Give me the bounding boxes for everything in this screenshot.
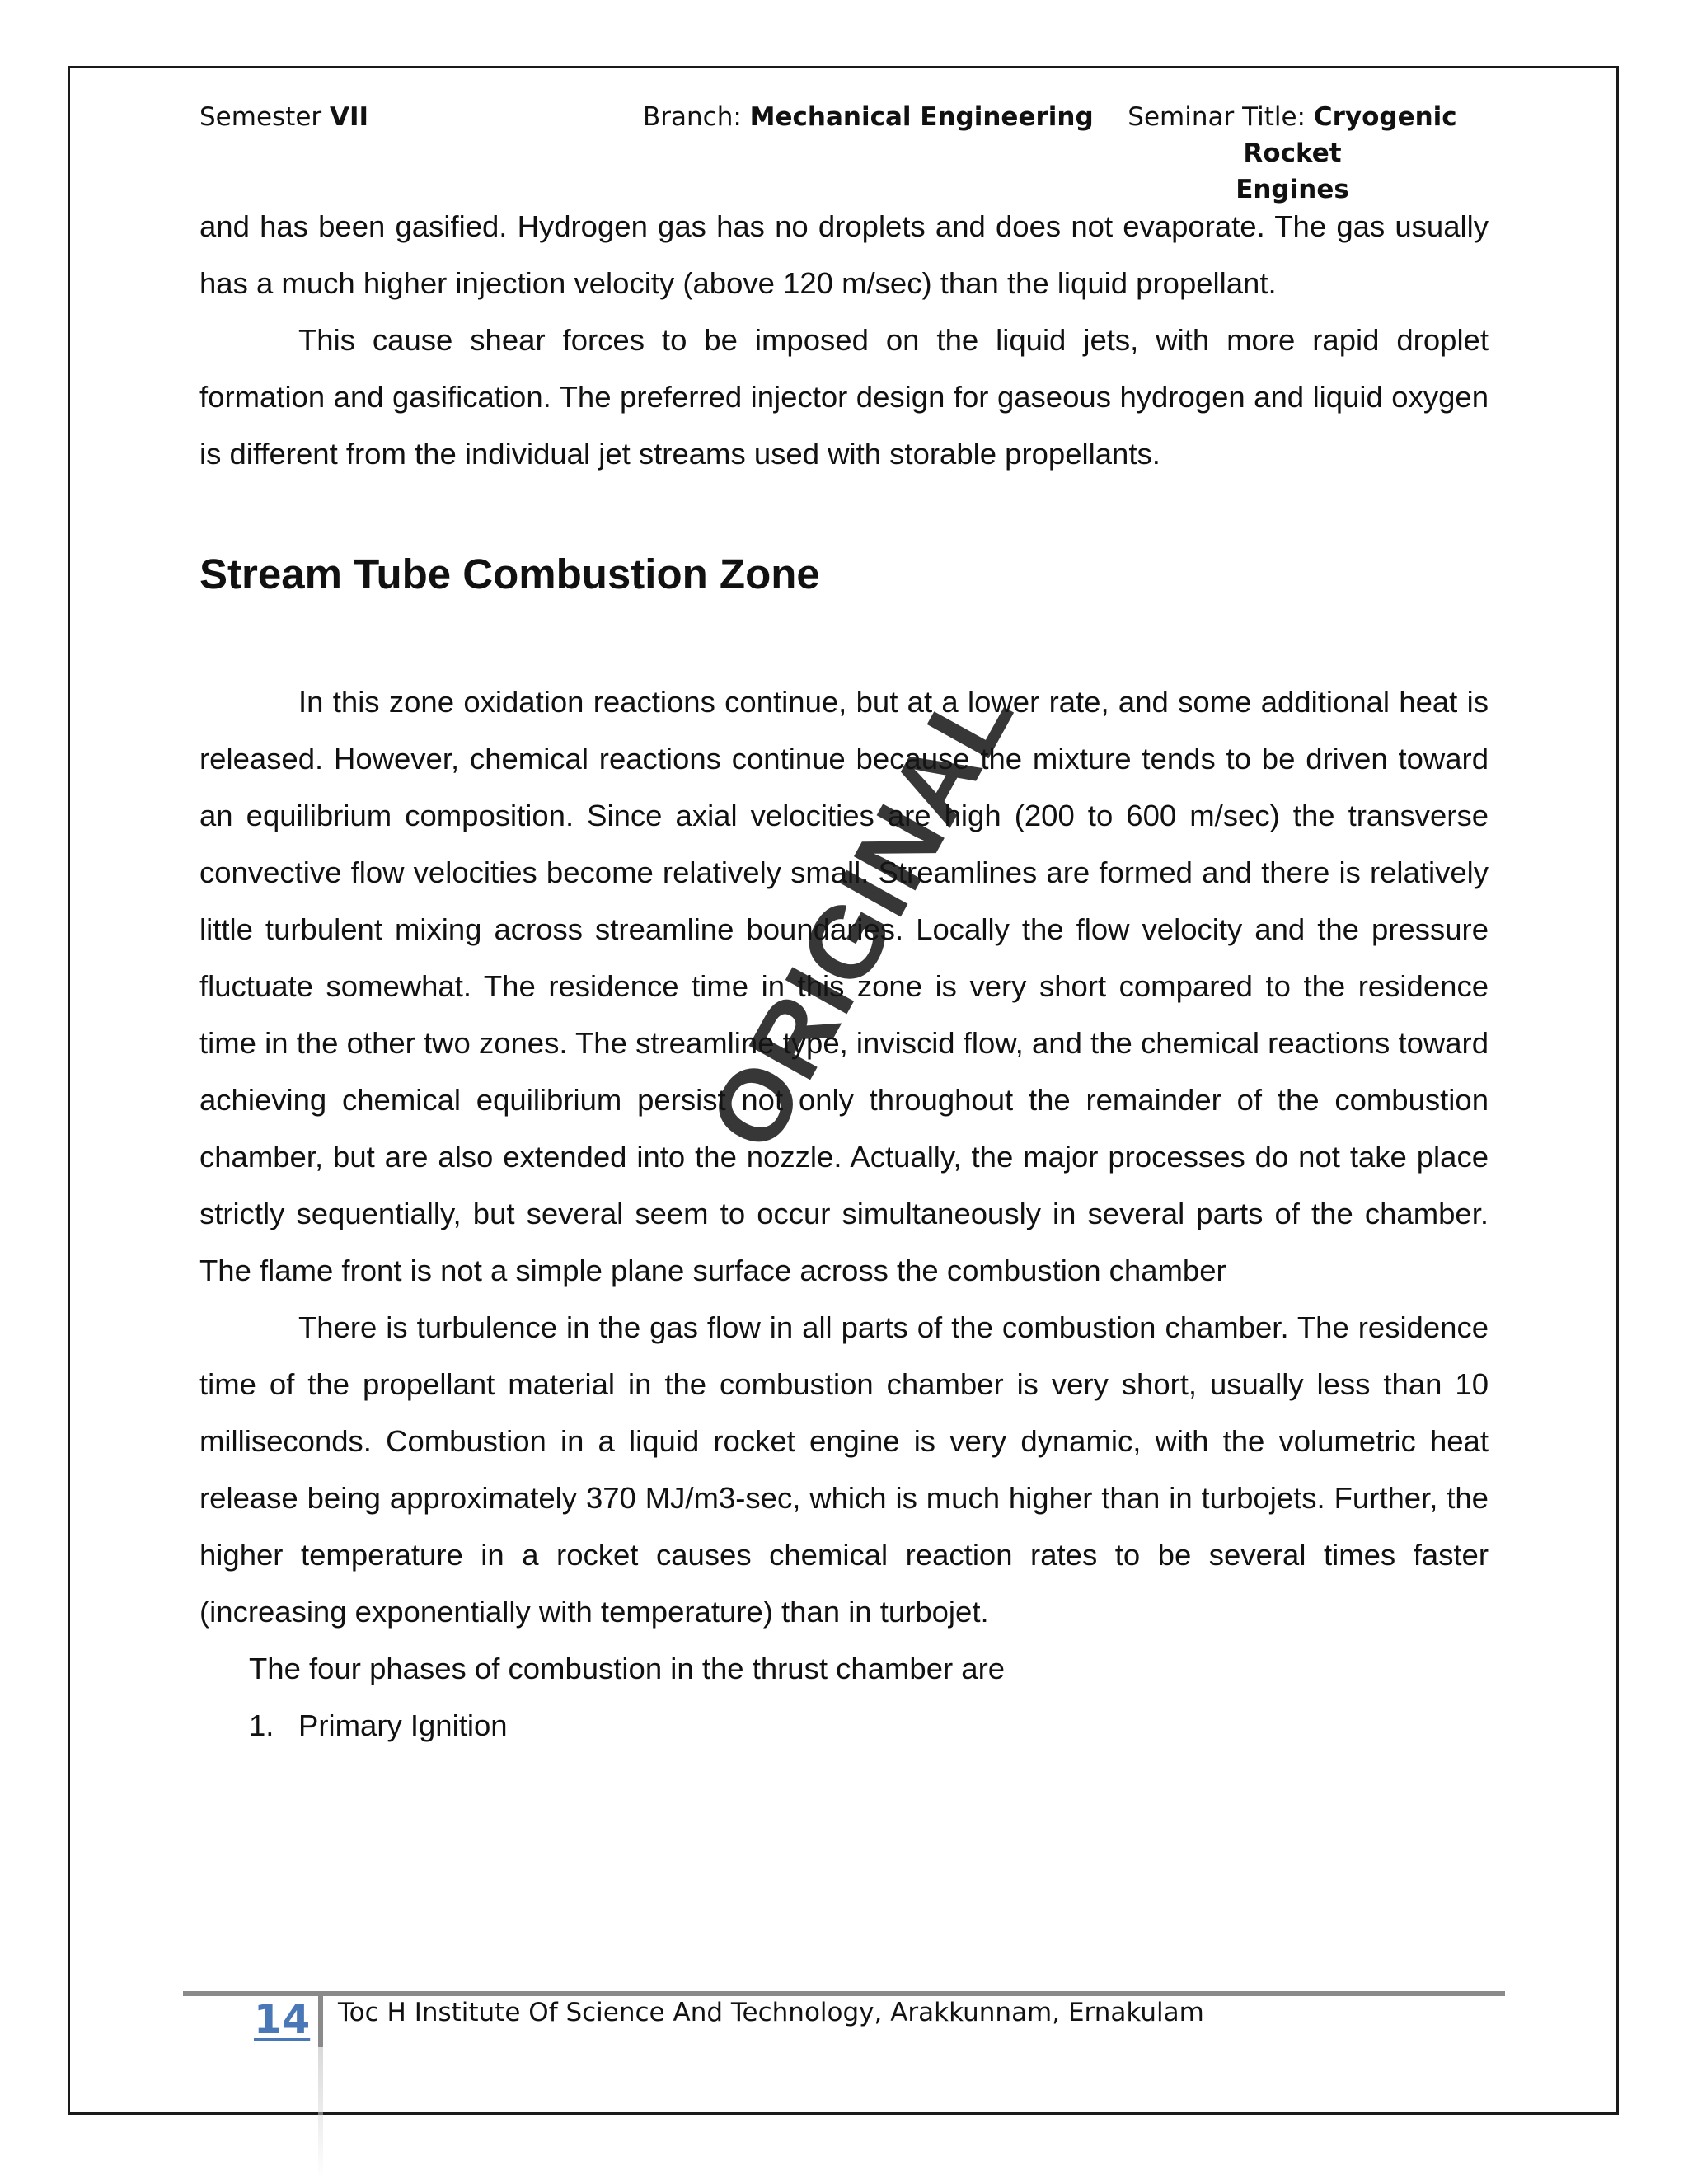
list-item-text: Primary Ignition	[298, 1708, 508, 1742]
branch-value: Mechanical Engineering	[749, 102, 1094, 132]
watermark-stamp: ORIGINAL	[687, 663, 1036, 1168]
paragraph-stream-tube-zone: In this zone oxidation reactions continue, but at a lower rate, and some additional heat is released. However, chemical reactions continue because the mixture tends to be driven toward an equilibrium composition. Since axial velocities are high (200 to 600 m/sec) the transverse convective flow velocities become relatively small. Streamlines are formed and there is relatively little turbulent mixing across streamline boundaries. Locally the flow velocity and the pressure fluctuate somewhat. The residence time in this zone is very short compared to the residence time in the other two zones. The streamline type, inviscid flow, and the chemical reactions toward achieving chemical equilibrium persist not only throughout the remainder of the combustion chamber, but are also extended into the nozzle. Actually, the major processes do not take place strictly sequentially, but several seem to occur simultaneously in several parts of the chamber. The flame front is not a simple plane surface across the combustion chamber	[199, 685, 1489, 1287]
branch-label: Branch:	[643, 102, 742, 132]
header-semester	[199, 102, 368, 132]
semester-value: VII	[330, 102, 369, 132]
seminar-label: Seminar Title:	[1128, 102, 1306, 132]
footer-divider	[318, 1991, 323, 2047]
seminar-value-line1: Cryogenic Rocket	[1243, 102, 1457, 168]
header-seminar	[1095, 99, 1490, 208]
footer-divider-shadow	[318, 2047, 323, 2179]
semester-label: Semester	[199, 102, 322, 132]
section-title: Stream Tube Combustion Zone	[199, 551, 820, 598]
page-body	[199, 198, 1489, 1754]
paragraph-shear-forces: This cause shear forces to be imposed on the liquid jets, with more rapid droplet formation and gasification. The preferred injector design for gaseous hydrogen and liquid oxygen is different from the individual jet streams used with storable propellants.	[199, 323, 1489, 471]
footer-rule	[183, 1991, 1505, 1996]
paragraph-continued: and has been gasified. Hydrogen gas has no droplets and does not evaporate. The gas usually has a much higher injection velocity (above 120 m/sec) than the liquid propellant.	[199, 209, 1489, 300]
list-item-number: 1.	[249, 1708, 274, 1742]
paragraph-turbulence: There is turbulence in the gas flow in all parts of the combustion chamber. The residence time of the propellant material in the combustion chamber is very short, usually less than 10 milliseconds. Combustion in a liquid rocket engine is very dynamic, with the volumetric heat release being approximately 370 MJ/m3-sec, which is much higher than in turbojets. Further, the higher temperature in a rocket causes chemical reaction rates to be several times faster (increasing exponentially with temperature) than in turbojet.	[199, 1310, 1489, 1629]
list-intro: The four phases of combustion in the thrust chamber are	[249, 1652, 1006, 1685]
page-number: 14	[254, 1996, 311, 2043]
page-header	[199, 102, 1490, 204]
header-branch	[643, 102, 1094, 132]
list-item	[199, 1697, 1489, 1754]
seminar-value-line2: Engines	[1236, 175, 1349, 204]
footer-institute: Toc H Institute Of Science And Technology, Arakkunnam, Ernakulam	[338, 1998, 1204, 2027]
